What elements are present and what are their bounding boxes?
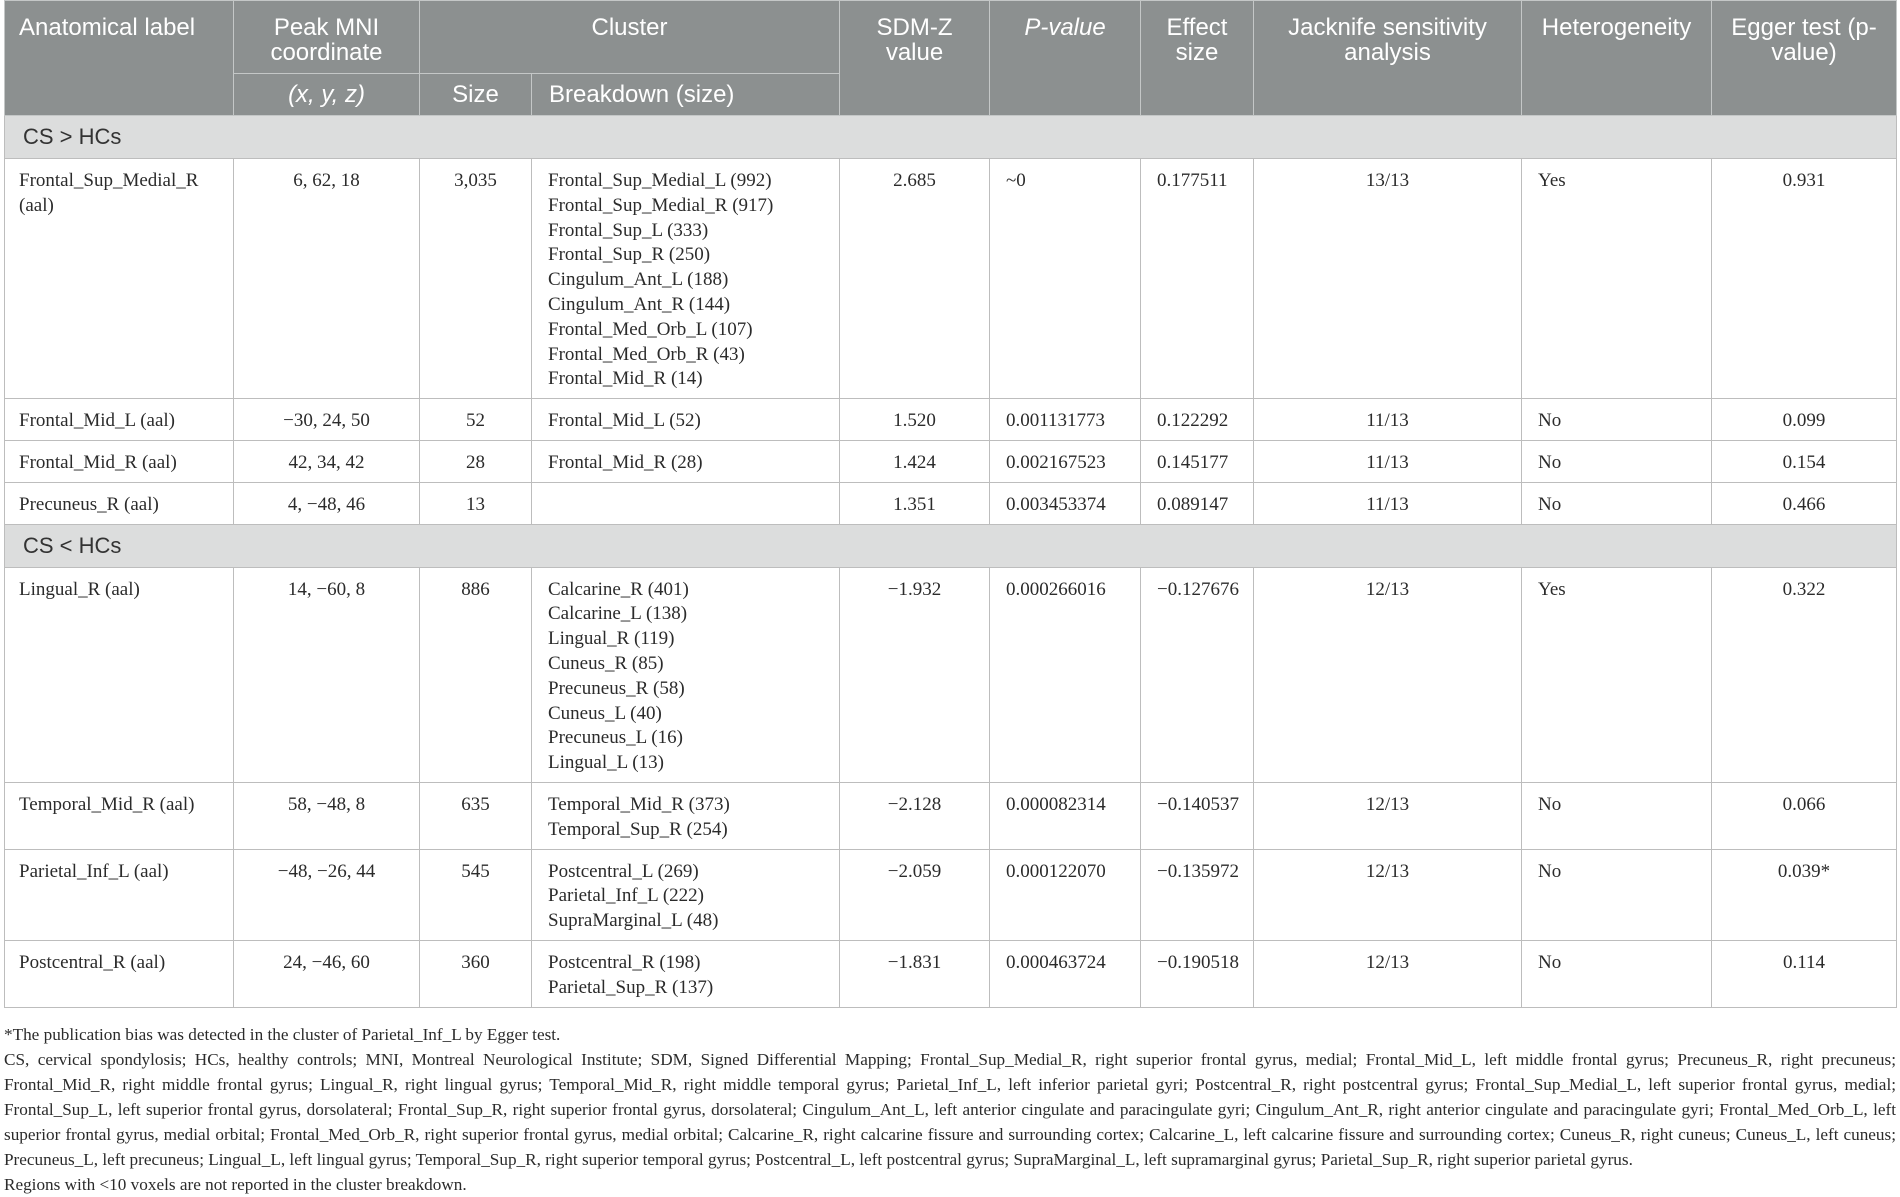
cell-egger: 0.154	[1712, 440, 1897, 482]
cell-p-value: 0.001131773	[990, 399, 1141, 441]
section-title: CS < HCs	[5, 524, 1897, 567]
cell-cluster-size: 886	[420, 567, 532, 782]
cell-egger: 0.931	[1712, 159, 1897, 399]
cell-breakdown	[532, 482, 840, 524]
breakdown-item: Frontal_Sup_Medial_R (917)	[548, 194, 774, 216]
cell-breakdown	[532, 940, 840, 1007]
breakdown-item: Cingulum_Ant_R (144)	[548, 293, 731, 315]
header-sdm-z: SDM-Z value	[840, 1, 990, 116]
cell-anatomical-label: Precuneus_R (aal)	[5, 482, 234, 524]
table-body	[5, 116, 1897, 1008]
breakdown-item: Calcarine_L (138)	[548, 603, 688, 625]
cell-p-value: 0.000463724	[990, 940, 1141, 1007]
header-heterogeneity: Heterogeneity	[1522, 1, 1712, 116]
breakdown-item: SupraMarginal_L (48)	[548, 910, 719, 932]
header-jacknife: Jacknife sensitivity analysis	[1254, 1, 1522, 116]
cell-egger: 0.466	[1712, 482, 1897, 524]
cell-cluster-size: 28	[420, 440, 532, 482]
cell-effect-size: 0.122292	[1141, 399, 1254, 441]
table-row	[5, 159, 1897, 399]
section-row	[5, 524, 1897, 567]
cell-sdm-z: −2.059	[840, 849, 990, 940]
breakdown-item: Frontal_Mid_L (52)	[548, 410, 701, 432]
breakdown-item: Frontal_Sup_L (333)	[548, 219, 709, 241]
cell-jacknife: 12/13	[1254, 782, 1522, 849]
cell-sdm-z: 2.685	[840, 159, 990, 399]
header-effect-size: Effect size	[1141, 1, 1254, 116]
footnote-publication-bias: *The publication bias was detected in the cluster of Parietal_Inf_L by Egger test.	[4, 1025, 561, 1044]
cell-jacknife: 12/13	[1254, 940, 1522, 1007]
cell-egger: 0.066	[1712, 782, 1897, 849]
breakdown-item: Calcarine_R (401)	[548, 578, 689, 600]
cell-anatomical-label: Postcentral_R (aal)	[5, 940, 234, 1007]
breakdown-item: Cingulum_Ant_L (188)	[548, 269, 729, 291]
cell-breakdown	[532, 782, 840, 849]
cell-jacknife: 11/13	[1254, 399, 1522, 441]
cell-egger: 0.114	[1712, 940, 1897, 1007]
cell-peak-coordinate: 14, −60, 8	[234, 567, 420, 782]
cell-sdm-z: −2.128	[840, 782, 990, 849]
cell-peak-coordinate: 24, −46, 60	[234, 940, 420, 1007]
cell-breakdown	[532, 399, 840, 441]
cell-sdm-z: 1.351	[840, 482, 990, 524]
cell-egger: 0.039*	[1712, 849, 1897, 940]
cell-effect-size: −0.135972	[1141, 849, 1254, 940]
header-cluster: Cluster	[420, 1, 840, 74]
breakdown-item: Frontal_Sup_R (250)	[548, 244, 711, 266]
cell-egger: 0.099	[1712, 399, 1897, 441]
cell-cluster-size: 360	[420, 940, 532, 1007]
cell-p-value: ~0	[990, 159, 1141, 399]
cell-heterogeneity: Yes	[1522, 159, 1712, 399]
cell-effect-size: 0.177511	[1141, 159, 1254, 399]
breakdown-item: Frontal_Sup_Medial_L (992)	[548, 170, 772, 191]
breakdown-item: Frontal_Mid_R (28)	[548, 451, 703, 473]
cell-anatomical-label: Frontal_Mid_R (aal)	[5, 440, 234, 482]
header-peak-mni: Peak MNI coordinate	[234, 1, 420, 74]
cell-peak-coordinate: −30, 24, 50	[234, 399, 420, 441]
cell-sdm-z: −1.831	[840, 940, 990, 1007]
breakdown-item: Frontal_Med_Orb_L (107)	[548, 318, 753, 340]
cell-egger: 0.322	[1712, 567, 1897, 782]
section-title: CS > HCs	[5, 116, 1897, 159]
cell-cluster-size: 545	[420, 849, 532, 940]
cell-sdm-z: −1.932	[840, 567, 990, 782]
cell-p-value: 0.002167523	[990, 440, 1141, 482]
table-row	[5, 567, 1897, 782]
breakdown-item: Postcentral_R (198)	[548, 951, 701, 973]
cell-sdm-z: 1.424	[840, 440, 990, 482]
cell-effect-size: 0.145177	[1141, 440, 1254, 482]
breakdown-item: Lingual_R (119)	[548, 628, 675, 650]
breakdown-item: Parietal_Inf_L (222)	[548, 885, 704, 907]
cell-effect-size: −0.140537	[1141, 782, 1254, 849]
section-row	[5, 116, 1897, 159]
breakdown-item: Frontal_Med_Orb_R (43)	[548, 343, 745, 365]
cell-effect-size: −0.190518	[1141, 940, 1254, 1007]
cell-anatomical-label: Frontal_Sup_Medial_R (aal)	[5, 159, 234, 399]
table-row	[5, 440, 1897, 482]
breakdown-item: Postcentral_L (269)	[548, 860, 699, 882]
cell-cluster-size: 52	[420, 399, 532, 441]
footnote-abbreviations: CS, cervical spondylosis; HCs, healthy controls; MNI, Montreal Neurological Institute; SDM, Signed Differential Mapping; Frontal_Sup_Medial_R, right superior frontal gyrus, medial; Frontal_Mid_L, left middle frontal gyrus; Precuneus_R, right precuneus; Frontal_Mid_R, right middle frontal gyrus; Lingual_R, right lingual gyrus; Temporal_Mid_R, right middle temporal gyrus; Parietal_Inf_L, left inferior parietal gyri; Postcentral_R, right postcentral gyrus; Frontal_Sup_Medial_L, left superior frontal gyrus, medial; Frontal_Sup_L, left superior frontal gyrus, dorsolateral; Frontal_Sup_R, right superior frontal gyrus, dorsolateral; Cingulum_Ant_L, left anterior cingulate and paracingulate gyri; Cingulum_Ant_R, right anterior cingulate and paracingulate gyri; Frontal_Med_Orb_L, left superior frontal gyrus, medial orbital; Frontal_Med_Orb_R, right superior frontal gyrus, medial orbital; Calcarine_R, right calcarine fissure and surrounding cortex; Calcarine_L, left calcarine fissure and surrounding cortex; Cuneus_R, right cuneus; Cuneus_L, left cuneus; Precuneus_L, left precuneus; Lingual_L, left lingual gyrus; Temporal_Sup_R, right superior temporal gyrus; Postcentral_L, left postcentral gyrus; SupraMarginal_L, left supramarginal gyrus; Parietal_Sup_R, right superior parietal gyrus.	[4, 1050, 1896, 1169]
cell-effect-size: 0.089147	[1141, 482, 1254, 524]
cell-effect-size: −0.127676	[1141, 567, 1254, 782]
table-row	[5, 399, 1897, 441]
cell-anatomical-label: Lingual_R (aal)	[5, 567, 234, 782]
cell-peak-coordinate: 58, −48, 8	[234, 782, 420, 849]
breakdown-item: Temporal_Sup_R (254)	[548, 818, 728, 840]
cell-jacknife: 13/13	[1254, 159, 1522, 399]
cell-p-value: 0.000122070	[990, 849, 1141, 940]
cell-cluster-size: 3,035	[420, 159, 532, 399]
breakdown-item: Temporal_Mid_R (373)	[548, 793, 730, 815]
cell-jacknife: 11/13	[1254, 440, 1522, 482]
breakdown-item: Cuneus_R (85)	[548, 652, 664, 674]
cell-cluster-size: 635	[420, 782, 532, 849]
header-peak-mni-sub: (x, y, z)	[234, 74, 420, 116]
cell-cluster-size: 13	[420, 482, 532, 524]
cell-jacknife: 12/13	[1254, 849, 1522, 940]
cell-peak-coordinate: 6, 62, 18	[234, 159, 420, 399]
header-egger: Egger test (p-value)	[1712, 1, 1897, 116]
breakdown-item: Cuneus_L (40)	[548, 702, 662, 724]
cell-heterogeneity: No	[1522, 482, 1712, 524]
header-p-value: P-value	[990, 1, 1141, 116]
cell-p-value: 0.003453374	[990, 482, 1141, 524]
cell-p-value: 0.000266016	[990, 567, 1141, 782]
table-row	[5, 782, 1897, 849]
footnote-voxel-threshold: Regions with <10 voxels are not reported in the cluster breakdown.	[4, 1175, 467, 1194]
breakdown-item: Precuneus_L (16)	[548, 727, 683, 749]
cell-heterogeneity: No	[1522, 399, 1712, 441]
cell-heterogeneity: No	[1522, 940, 1712, 1007]
cell-heterogeneity: No	[1522, 849, 1712, 940]
table-header	[5, 1, 1897, 116]
cell-jacknife: 11/13	[1254, 482, 1522, 524]
cell-p-value: 0.000082314	[990, 782, 1141, 849]
cell-peak-coordinate: 42, 34, 42	[234, 440, 420, 482]
table-row	[5, 940, 1897, 1007]
results-table	[4, 0, 1897, 1008]
cell-breakdown	[532, 849, 840, 940]
breakdown-item: Precuneus_R (58)	[548, 677, 685, 699]
cell-anatomical-label: Temporal_Mid_R (aal)	[5, 782, 234, 849]
table-row	[5, 482, 1897, 524]
cell-anatomical-label: Frontal_Mid_L (aal)	[5, 399, 234, 441]
cell-sdm-z: 1.520	[840, 399, 990, 441]
cell-breakdown	[532, 159, 840, 399]
header-size: Size	[420, 74, 532, 116]
table-footnotes	[4, 1022, 1896, 1197]
cell-peak-coordinate: −48, −26, 44	[234, 849, 420, 940]
cell-peak-coordinate: 4, −48, 46	[234, 482, 420, 524]
cell-heterogeneity: Yes	[1522, 567, 1712, 782]
breakdown-item: Lingual_L (13)	[548, 752, 664, 774]
cell-heterogeneity: No	[1522, 782, 1712, 849]
cell-breakdown	[532, 440, 840, 482]
cell-heterogeneity: No	[1522, 440, 1712, 482]
table-row	[5, 849, 1897, 940]
breakdown-item: Frontal_Mid_R (14)	[548, 368, 703, 390]
header-anatomical-label: Anatomical label	[5, 1, 234, 116]
breakdown-item: Parietal_Sup_R (137)	[548, 976, 714, 998]
cell-breakdown	[532, 567, 840, 782]
results-table-container	[4, 0, 1896, 1008]
cell-anatomical-label: Parietal_Inf_L (aal)	[5, 849, 234, 940]
cell-jacknife: 12/13	[1254, 567, 1522, 782]
header-breakdown: Breakdown (size)	[532, 74, 840, 116]
